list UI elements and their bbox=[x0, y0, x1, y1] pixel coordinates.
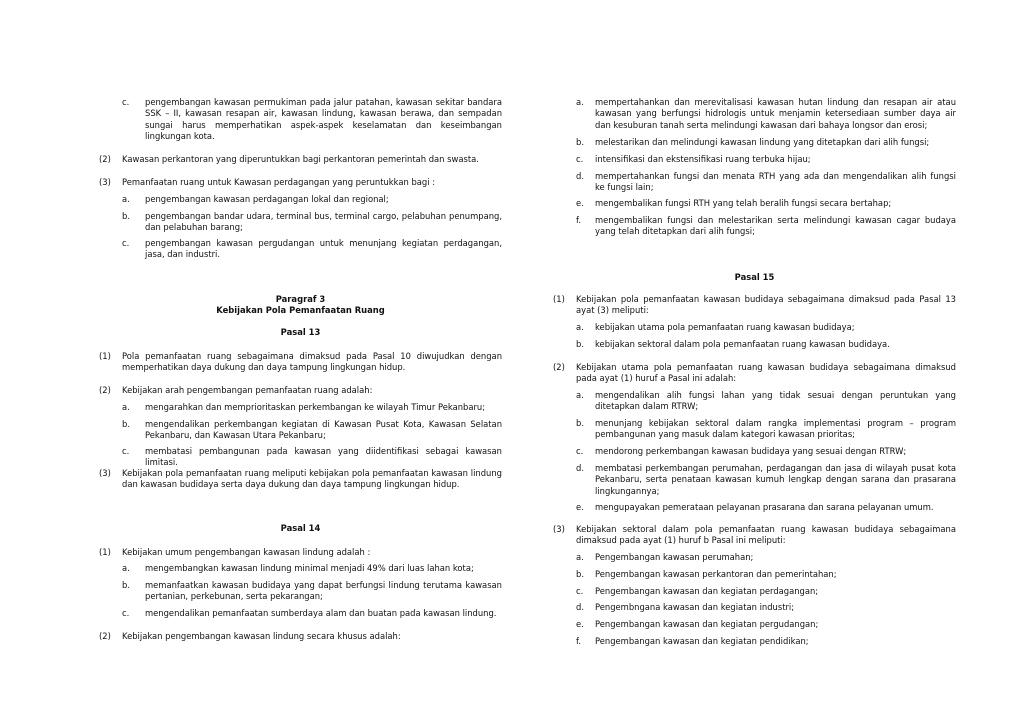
section-heading: Paragraf 3 bbox=[275, 294, 326, 304]
item-text: pengembangan kawasan perdagangan lokal dan regional; bbox=[145, 194, 389, 204]
clause-text: Kebijakan pengembangan kawasan lindung secara khusus adalah: bbox=[122, 631, 401, 641]
item-text: kebijakan utama pola pemanfaatan ruang kawasan budidaya; bbox=[595, 322, 855, 332]
clause-number: (1) bbox=[99, 547, 111, 557]
item-letter: d. bbox=[576, 463, 584, 473]
clause-number: (1) bbox=[99, 351, 111, 361]
item-letter: c. bbox=[122, 608, 130, 618]
item-text: mengupayakan pemerataan pelayanan prasarana dan sarana pelayanan umum. bbox=[595, 502, 934, 512]
item-letter: d. bbox=[576, 602, 584, 612]
item-text: intensifikasi dan ekstensifikasi ruang terbuka hijau; bbox=[595, 154, 811, 164]
item-letter: b. bbox=[122, 580, 130, 590]
item-letter: d. bbox=[576, 171, 584, 181]
item-letter: e. bbox=[576, 198, 584, 208]
clause-text: Pola pemanfaatan ruang sebagaimana dimaksud pada Pasal 10 diwujudkan dengan memperhatikan daya dukung dan daya tampung lingkungan hidup. bbox=[122, 351, 502, 373]
item-text: mengembalikan fungsi RTH yang telah beralih fungsi secara bertahap; bbox=[595, 198, 892, 208]
clause-text: Kawasan perkantoran yang diperuntukkan bagi perkantoran pemerintah dan swasta. bbox=[122, 154, 479, 164]
item-text: mendorong perkembangan kawasan budidaya yang sesuai dengan RTRW; bbox=[595, 446, 907, 456]
item-letter: a. bbox=[122, 194, 130, 204]
item-letter: e. bbox=[576, 502, 584, 512]
item-text: pengembangan bandar udara, terminal bus, terminal cargo, pelabuhan penumpang, dan pelabuhan barang; bbox=[145, 211, 502, 233]
item-letter: a. bbox=[122, 563, 130, 573]
item-letter: c. bbox=[576, 154, 584, 164]
item-text: mempertahankan fungsi dan menata RTH yang ada dan mengendalikan alih fungsi ke fungsi lain; bbox=[595, 171, 956, 193]
item-letter: a. bbox=[576, 322, 584, 332]
item-text: mempertahankan dan merevitalisasi kawasan hutan lindung dan resapan air atau kawasan yang berfungsi hidrologis untuk menjamin ketersediaan sumber daya air dan kesuburan tanah serta melindungi kawasan dari bahaya longsor dan erosi; bbox=[595, 97, 956, 130]
clause-text: Kebijakan umum pengembangan kawasan lindung adalah : bbox=[122, 547, 371, 557]
item-text: Pengembngana kawasan dan kegiatan industri; bbox=[595, 602, 795, 612]
item-text: mengembalikan fungsi dan melestarikan serta melindungi kawasan cagar budaya yang telah ditetapkan dari alih fungsi; bbox=[595, 215, 956, 237]
item-text: mengembangkan kawasan lindung minimal menjadi 49% dari luas lahan kota; bbox=[145, 563, 474, 573]
item-letter: c. bbox=[576, 446, 584, 456]
item-text: menunjang kebijakan sektoral dalam rangka implementasi program – program pembangunan yang masuk dalam kategori kawasan prioritas; bbox=[595, 418, 956, 440]
item-letter: c. bbox=[122, 446, 130, 456]
item-text: melestarikan dan melindungi kawasan lindung yang ditetapkan dari alih fungsi; bbox=[595, 137, 930, 147]
clause-number: (2) bbox=[99, 631, 111, 641]
item-text: memanfaatkan kawasan budidaya yang dapat berfungsi lindung terutama kawasan pertanian, perkebunan, serta pekarangan; bbox=[145, 580, 502, 602]
pasal-15-title: Pasal 15 bbox=[734, 272, 775, 282]
item-text: mengendalikan alih fungsi lahan yang tidak sesuai dengan peruntukan yang ditetapkan dalam RTRW; bbox=[595, 390, 956, 412]
item-letter: b. bbox=[576, 137, 584, 147]
item-text: pengembangan kawasan pergudangan untuk menunjang kegiatan perdagangan, jasa, dan industri. bbox=[145, 238, 502, 260]
item-letter: b. bbox=[576, 569, 584, 579]
item-text: mengarahkan dan memprioritaskan perkembangan ke wilayah Timur Pekanbaru; bbox=[145, 402, 486, 412]
clause-text: Kebijakan pola pemanfaatan kawasan budidaya sebagaimana dimaksud pada Pasal 13 ayat (3) meliputi: bbox=[576, 294, 956, 316]
item-letter: b. bbox=[576, 418, 584, 428]
item-letter: a. bbox=[576, 97, 584, 107]
clause-text: Kebijakan pola pemanfaatan ruang meliputi kebijakan pola pemanfaatan kawasan lindung dan kawasan budidaya serta daya dukung dan daya tampung lingkungan hidup. bbox=[122, 468, 502, 490]
item-letter: f. bbox=[576, 215, 582, 225]
item-letter: b. bbox=[122, 419, 130, 429]
item-text: Pengembangan kawasan dan kegiatan pergudangan; bbox=[595, 619, 819, 629]
item-text: membatasi pembangunan pada kawasan yang diidentifikasi sebagai kawasan limitasi. bbox=[145, 446, 502, 468]
clause-number: (2) bbox=[99, 154, 111, 164]
clause-number: (3) bbox=[553, 524, 565, 534]
item-letter: c. bbox=[122, 97, 130, 107]
clause-text: Pemanfaatan ruang untuk Kawasan perdagangan yang peruntukkan bagi : bbox=[122, 177, 436, 187]
item-text: pengembangan kawasan permukiman pada jalur patahan, kawasan sekitar bandara SSK – II, kawasan resapan air, kawasan lindung, kawasan berawa, dan sempadan sungai harus memperhatikan aspek-aspek keselamatan dan keseimbangan lingkungan kota. bbox=[145, 97, 502, 142]
clause-number: (3) bbox=[99, 468, 111, 478]
item-letter: c. bbox=[122, 238, 130, 248]
clause-number: (2) bbox=[553, 362, 565, 372]
clause-number: (2) bbox=[99, 385, 111, 395]
item-text: Pengembangan kawasan dan kegiatan pendidikan; bbox=[595, 636, 809, 646]
item-letter: a. bbox=[576, 390, 584, 400]
item-letter: b. bbox=[576, 339, 584, 349]
pasal-13-title: Pasal 13 bbox=[280, 327, 321, 337]
item-text: Pengembangan kawasan perkantoran dan pemerintahan; bbox=[595, 569, 837, 579]
clause-text: Kebijakan utama pola pemanfaatan ruang kawasan budidaya sebagaimana dimaksud pada ayat (1) huruf a Pasal ini adalah: bbox=[576, 362, 956, 384]
item-letter: a. bbox=[576, 552, 584, 562]
clause-text: Kebijakan arah pengembangan pemanfaatan ruang adalah: bbox=[122, 385, 373, 395]
item-text: Pengembangan kawasan perumahan; bbox=[595, 552, 754, 562]
item-letter: f. bbox=[576, 636, 582, 646]
clause-text: Kebijakan sektoral dalam pola pemanfaatan ruang kawasan budidaya sebagaimana dimaksud pada ayat (1) huruf b Pasal ini meliputi: bbox=[576, 524, 956, 546]
item-text: mengendalikan pemanfaatan sumberdaya alam dan buatan pada kawasan lindung. bbox=[145, 608, 497, 618]
item-text: mengendalikan perkembangan kegiatan di Kawasan Pusat Kota, Kawasan Selatan Pekanbaru, dan Kawasan Utara Pekanbaru; bbox=[145, 419, 502, 441]
item-letter: b. bbox=[122, 211, 130, 221]
item-text: Pengembangan kawasan dan kegiatan perdagangan; bbox=[595, 586, 819, 596]
item-letter: e. bbox=[576, 619, 584, 629]
item-letter: a. bbox=[122, 402, 130, 412]
item-text: membatasi perkembangan perumahan, perdagangan dan jasa di wilayah pusat kota Pekanbaru, serta penataan kawasan kumuh lengkap dengan sarana dan prasarana lingkungannya; bbox=[595, 463, 956, 496]
clause-number: (1) bbox=[553, 294, 565, 304]
clause-number: (3) bbox=[99, 177, 111, 187]
item-text: kebijakan sektoral dalam pola pemanfaatan ruang kawasan budidaya. bbox=[595, 339, 890, 349]
item-letter: c. bbox=[576, 586, 584, 596]
pasal-14-title: Pasal 14 bbox=[280, 523, 321, 533]
section-subheading: Kebijakan Pola Pemanfaatan Ruang bbox=[216, 305, 385, 315]
